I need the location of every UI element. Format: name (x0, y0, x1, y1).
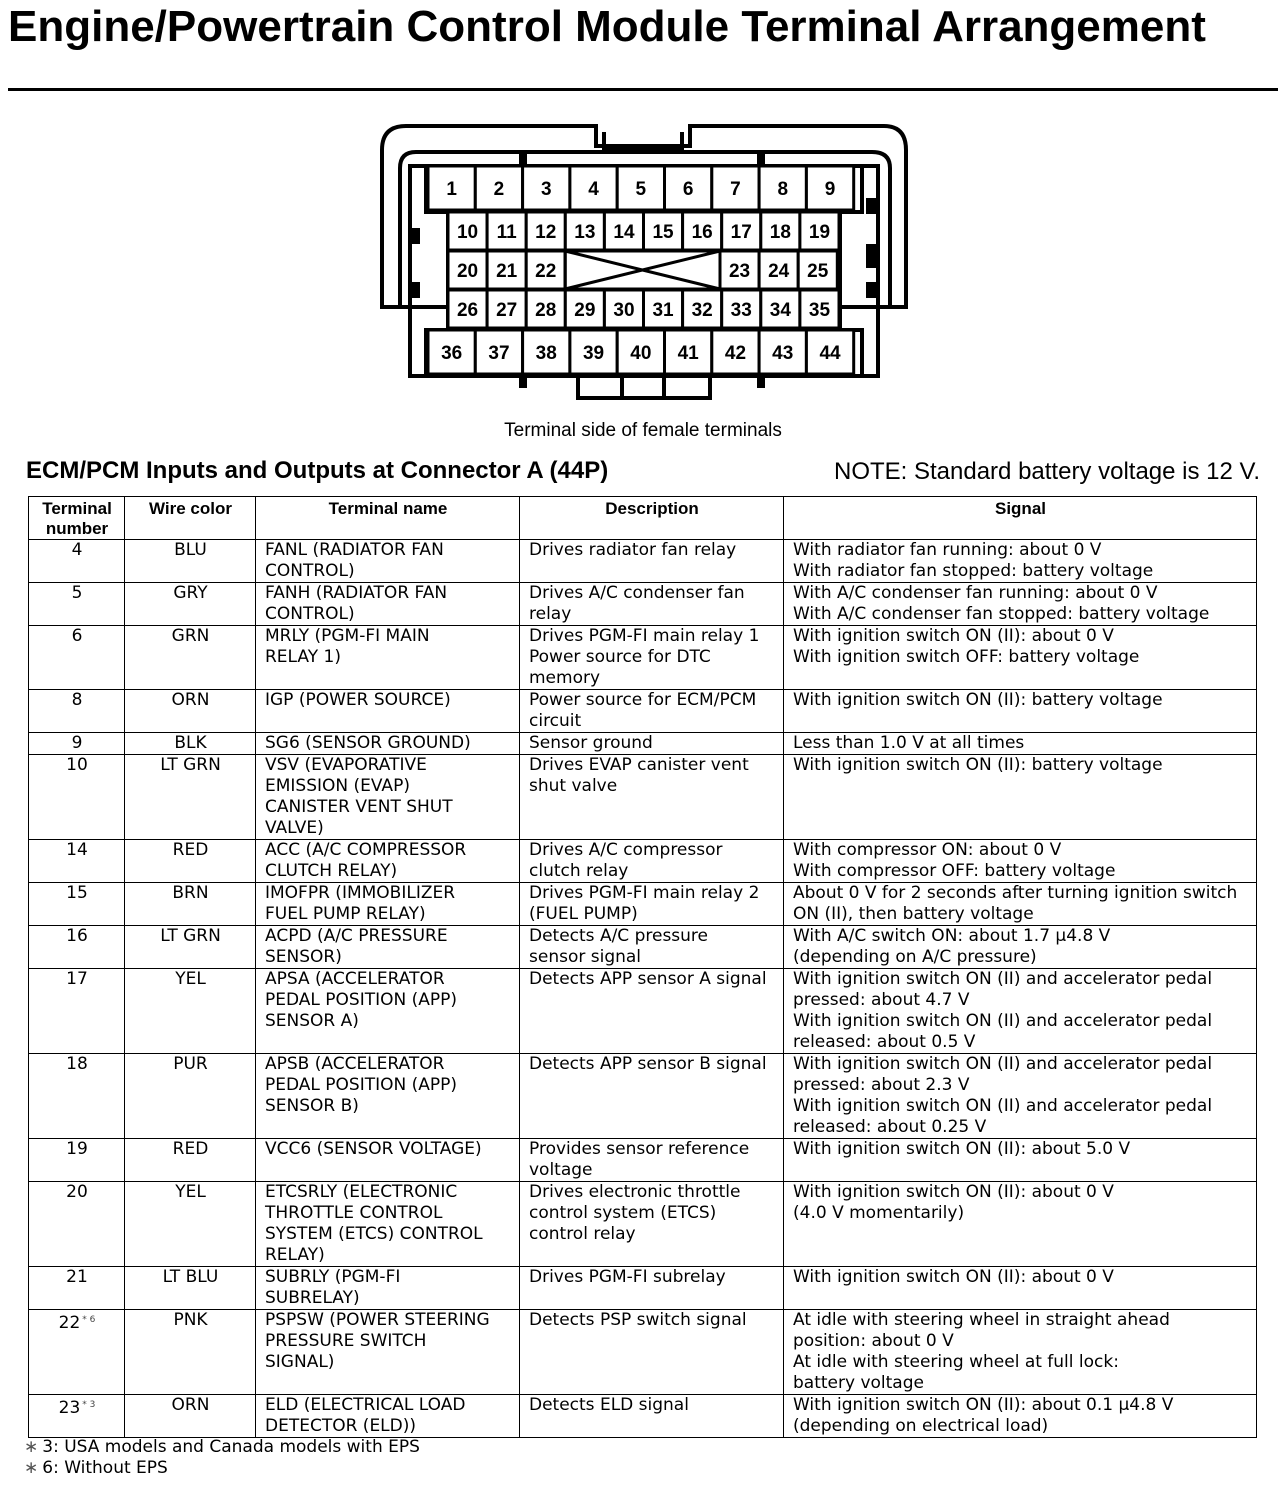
terminal-label: 2 (493, 179, 505, 200)
wire-color-cell: YEL (125, 1182, 256, 1267)
signal-cell: With ignition switch ON (II): battery voltage (784, 690, 1257, 733)
terminal-label: 23 (728, 261, 751, 282)
wire-color-cell: RED (125, 1139, 256, 1182)
terminal-name-cell: ACPD (A/C PRESSURE SENSOR) (256, 926, 520, 969)
terminal-label: 31 (652, 300, 674, 321)
terminal-label: 28 (535, 300, 557, 321)
terminal-label: 4 (588, 179, 599, 200)
header-description: Description (520, 497, 784, 540)
terminal-name-cell: MRLY (PGM-FI MAIN RELAY 1) (256, 626, 520, 690)
signal-cell: With ignition switch ON (II): about 0 V With ignition switch OFF: battery voltage (784, 626, 1257, 690)
terminal-label: 10 (456, 222, 479, 243)
signal-cell: With A/C switch ON: about 1.7 μ4.8 V (depending on A/C pressure) (784, 926, 1257, 969)
wire-color-cell: BRN (125, 883, 256, 926)
table-row (29, 1310, 1257, 1395)
terminal-label: 15 (652, 222, 674, 243)
table-row (29, 1267, 1257, 1310)
signal-cell: With ignition switch ON (II): about 0 V (4.0 V momentarily) (784, 1182, 1257, 1267)
description-cell: Detects PSP switch signal (520, 1310, 784, 1395)
terminal-label: 44 (819, 343, 841, 364)
terminal-label: 37 (488, 343, 510, 364)
signal-cell: With A/C condenser fan running: about 0 V With A/C condenser fan stopped: battery voltage (784, 583, 1257, 626)
description-cell: Drives A/C compressor clutch relay (520, 840, 784, 883)
terminal-name-cell: PSPSW (POWER STEERING PRESSURE SWITCH SIGNAL) (256, 1310, 520, 1395)
wire-color-cell: BLU (125, 540, 256, 583)
terminal-label: 11 (496, 222, 517, 243)
terminal-number-cell: 19 (29, 1139, 125, 1182)
terminal-number-cell: 10 (29, 755, 125, 840)
description-cell: Detects APP sensor A signal (520, 969, 784, 1054)
terminal-name-cell: ACC (A/C COMPRESSOR CLUTCH RELAY) (256, 840, 520, 883)
wire-color-cell: LT GRN (125, 926, 256, 969)
footnote-item: ∗ 6: Without EPS (24, 1458, 168, 1478)
terminal-name-cell: IMOFPR (IMMOBILIZER FUEL PUMP RELAY) (256, 883, 520, 926)
signal-cell: With compressor ON: about 0 V With compressor OFF: battery voltage (784, 840, 1257, 883)
wire-color-cell: ORN (125, 690, 256, 733)
table-row (29, 583, 1257, 626)
connector-latch (410, 228, 420, 244)
terminal-label: 21 (496, 261, 518, 282)
wire-color-cell: GRN (125, 626, 256, 690)
connector-latch (866, 198, 878, 214)
table-row (29, 840, 1257, 883)
terminal-table (28, 496, 1257, 1438)
description-cell: Drives PGM-FI main relay 1 Power source for DTC memory (520, 626, 784, 690)
table-row (29, 1182, 1257, 1267)
terminal-label: 27 (496, 300, 518, 321)
signal-cell: With ignition switch ON (II): about 0 V (784, 1267, 1257, 1310)
terminal-number-cell: 5 (29, 583, 125, 626)
wire-color-cell: GRY (125, 583, 256, 626)
description-cell: Drives PGM-FI subrelay (520, 1267, 784, 1310)
connector-latch (757, 376, 765, 388)
terminal-label: 40 (630, 343, 652, 364)
connector-latch (519, 376, 527, 388)
terminal-label: 19 (808, 222, 831, 243)
terminal-name-cell: ELD (ELECTRICAL LOAD DETECTOR (ELD)) (256, 1395, 520, 1438)
diagram-caption: Terminal side of female terminals (504, 420, 782, 441)
terminal-name-cell: FANL (RADIATOR FAN CONTROL) (256, 540, 520, 583)
terminal-label: 9 (824, 179, 836, 200)
table-row (29, 926, 1257, 969)
description-cell: Drives PGM-FI main relay 2 (FUEL PUMP) (520, 883, 784, 926)
terminal-label: 13 (574, 222, 596, 243)
header-terminal-name: Terminal name (256, 497, 520, 540)
table-row (29, 1395, 1257, 1438)
signal-cell: With ignition switch ON (II): about 0.1 μ4.8 V (depending on electrical load) (784, 1395, 1257, 1438)
terminal-number-cell: 18 (29, 1054, 125, 1139)
terminal-label: 5 (635, 179, 647, 200)
terminal-number-cell: 23 $^{* 3}$ (29, 1395, 125, 1438)
table-row (29, 733, 1257, 755)
connector-outline (578, 376, 710, 398)
terminal-number-cell: 16 (29, 926, 125, 969)
connector-latch (866, 282, 878, 298)
description-cell: Provides sensor reference voltage (520, 1139, 784, 1182)
terminal-number-cell: 20 (29, 1182, 125, 1267)
table-row (29, 969, 1257, 1054)
terminal-name-cell: VCC6 (SENSOR VOLTAGE) (256, 1139, 520, 1182)
signal-cell: At idle with steering wheel in straight ahead position: about 0 V At idle with steering wheel at full lock: battery voltage (784, 1310, 1257, 1395)
signal-cell: With ignition switch ON (II) and accelerator pedal pressed: about 2.3 V With ignition switch ON (II) and accelerator pedal released: about 0.25 V (784, 1054, 1257, 1139)
signal-cell: With ignition switch ON (II): battery voltage (784, 755, 1257, 840)
terminal-name-cell: IGP (POWER SOURCE) (256, 690, 520, 733)
table-row (29, 540, 1257, 583)
wire-color-cell: YEL (125, 969, 256, 1054)
description-cell: Power source for ECM/PCM circuit (520, 690, 784, 733)
terminal-name-cell: SG6 (SENSOR GROUND) (256, 733, 520, 755)
terminal-label: 43 (772, 343, 794, 364)
description-cell: Drives radiator fan relay (520, 540, 784, 583)
connector-latch (757, 154, 765, 166)
signal-cell: With ignition switch ON (II) and accelerator pedal pressed: about 4.7 V With ignition switch ON (II) and accelerator pedal released: about 0.5 V (784, 969, 1257, 1054)
wire-color-cell: RED (125, 840, 256, 883)
section-title: ECM/PCM Inputs and Outputs at Connector A (44P) (26, 457, 609, 484)
signal-cell: With radiator fan running: about 0 V With radiator fan stopped: battery voltage (784, 540, 1257, 583)
wire-color-cell: PUR (125, 1054, 256, 1139)
terminal-number-cell: 21 (29, 1267, 125, 1310)
footnote-item: ∗ 3: USA models and Canada models with EPS (24, 1437, 420, 1457)
terminal-label: 12 (535, 222, 557, 243)
terminal-number-cell: 4 (29, 540, 125, 583)
description-cell: Detects A/C pressure sensor signal (520, 926, 784, 969)
table-row (29, 1139, 1257, 1182)
terminal-label: 35 (808, 300, 831, 321)
terminal-label: 30 (613, 300, 635, 321)
terminal-label: 14 (613, 222, 635, 243)
terminal-label: 42 (724, 343, 747, 364)
header-wire-color: Wire color (125, 497, 256, 540)
table-row (29, 690, 1257, 733)
table-header-row (29, 497, 1257, 540)
description-cell: Drives A/C condenser fan relay (520, 583, 784, 626)
terminal-label: 6 (682, 179, 694, 200)
terminal-label: 3 (540, 179, 552, 200)
terminal-name-cell: APSA (ACCELERATOR PEDAL POSITION (APP) SENSOR A) (256, 969, 520, 1054)
terminal-label: 38 (535, 343, 557, 364)
terminal-number-cell: 17 (29, 969, 125, 1054)
connector-diagram (0, 0, 1286, 420)
terminal-label: 18 (769, 222, 791, 243)
terminal-label: 26 (456, 300, 479, 321)
terminal-label: 41 (677, 343, 699, 364)
wire-color-cell: PNK (125, 1310, 256, 1395)
signal-cell: With ignition switch ON (II): about 5.0 V (784, 1139, 1257, 1182)
terminal-label: 24 (768, 261, 790, 282)
terminal-label: 7 (730, 179, 741, 200)
wire-color-cell: LT GRN (125, 755, 256, 840)
terminal-number-cell: 22 $^{* 6}$ (29, 1310, 125, 1395)
table-row (29, 1054, 1257, 1139)
terminal-number-cell: 9 (29, 733, 125, 755)
description-cell: Drives EVAP canister vent shut valve (520, 755, 784, 840)
description-cell: Drives electronic throttle control system (ETCS) control relay (520, 1182, 784, 1267)
description-cell: Detects APP sensor B signal (520, 1054, 784, 1139)
terminal-label: 22 (535, 261, 557, 282)
blank-terminal-cross (565, 251, 720, 289)
footnotes (24, 1437, 420, 1479)
connector-latch (410, 282, 420, 298)
terminal-name-cell: ETCSRLY (ELECTRONIC THROTTLE CONTROL SYSTEM (ETCS) CONTROL RELAY) (256, 1182, 520, 1267)
page-title: Engine/Powertrain Control Module Terminal Arrangement (8, 2, 1206, 51)
description-cell: Detects ELD signal (520, 1395, 784, 1438)
wire-color-cell: BLK (125, 733, 256, 755)
header-signal: Signal (784, 497, 1257, 540)
table-row (29, 755, 1257, 840)
connector-latch (519, 154, 527, 166)
header-terminal-number: Terminal number (29, 497, 125, 540)
terminal-name-cell: FANH (RADIATOR FAN CONTROL) (256, 583, 520, 626)
terminal-label: 34 (769, 300, 791, 321)
terminal-label: 1 (446, 179, 457, 200)
terminal-name-cell: SUBRLY (PGM-FI SUBRELAY) (256, 1267, 520, 1310)
terminal-label: 39 (582, 343, 605, 364)
terminal-label: 20 (456, 261, 479, 282)
voltage-note: NOTE: Standard battery voltage is 12 V. (833, 458, 1260, 485)
terminal-number-cell: 6 (29, 626, 125, 690)
terminal-label: 25 (807, 261, 829, 282)
terminal-number-cell: 14 (29, 840, 125, 883)
terminal-name-cell: APSB (ACCELERATOR PEDAL POSITION (APP) SENSOR B) (256, 1054, 520, 1139)
terminal-number-cell: 8 (29, 690, 125, 733)
connector-latch (866, 244, 878, 268)
terminal-number-cell: 15 (29, 883, 125, 926)
description-cell: Sensor ground (520, 733, 784, 755)
signal-cell: About 0 V for 2 seconds after turning ignition switch ON (II), then battery voltage (784, 883, 1257, 926)
table-row (29, 883, 1257, 926)
table-row (29, 626, 1257, 690)
terminal-label: 36 (441, 343, 463, 364)
wire-color-cell: ORN (125, 1395, 256, 1438)
terminal-label: 8 (777, 179, 789, 200)
terminal-name-cell: VSV (EVAPORATIVE EMISSION (EVAP) CANISTER VENT SHUT VALVE) (256, 755, 520, 840)
connector-outline (622, 376, 664, 398)
terminal-label: 32 (691, 300, 713, 321)
signal-cell: Less than 1.0 V at all times (784, 733, 1257, 755)
terminal-label: 17 (730, 222, 752, 243)
terminal-label: 16 (691, 222, 713, 243)
wire-color-cell: LT BLU (125, 1267, 256, 1310)
terminal-label: 33 (730, 300, 752, 321)
terminal-label: 29 (574, 300, 596, 321)
